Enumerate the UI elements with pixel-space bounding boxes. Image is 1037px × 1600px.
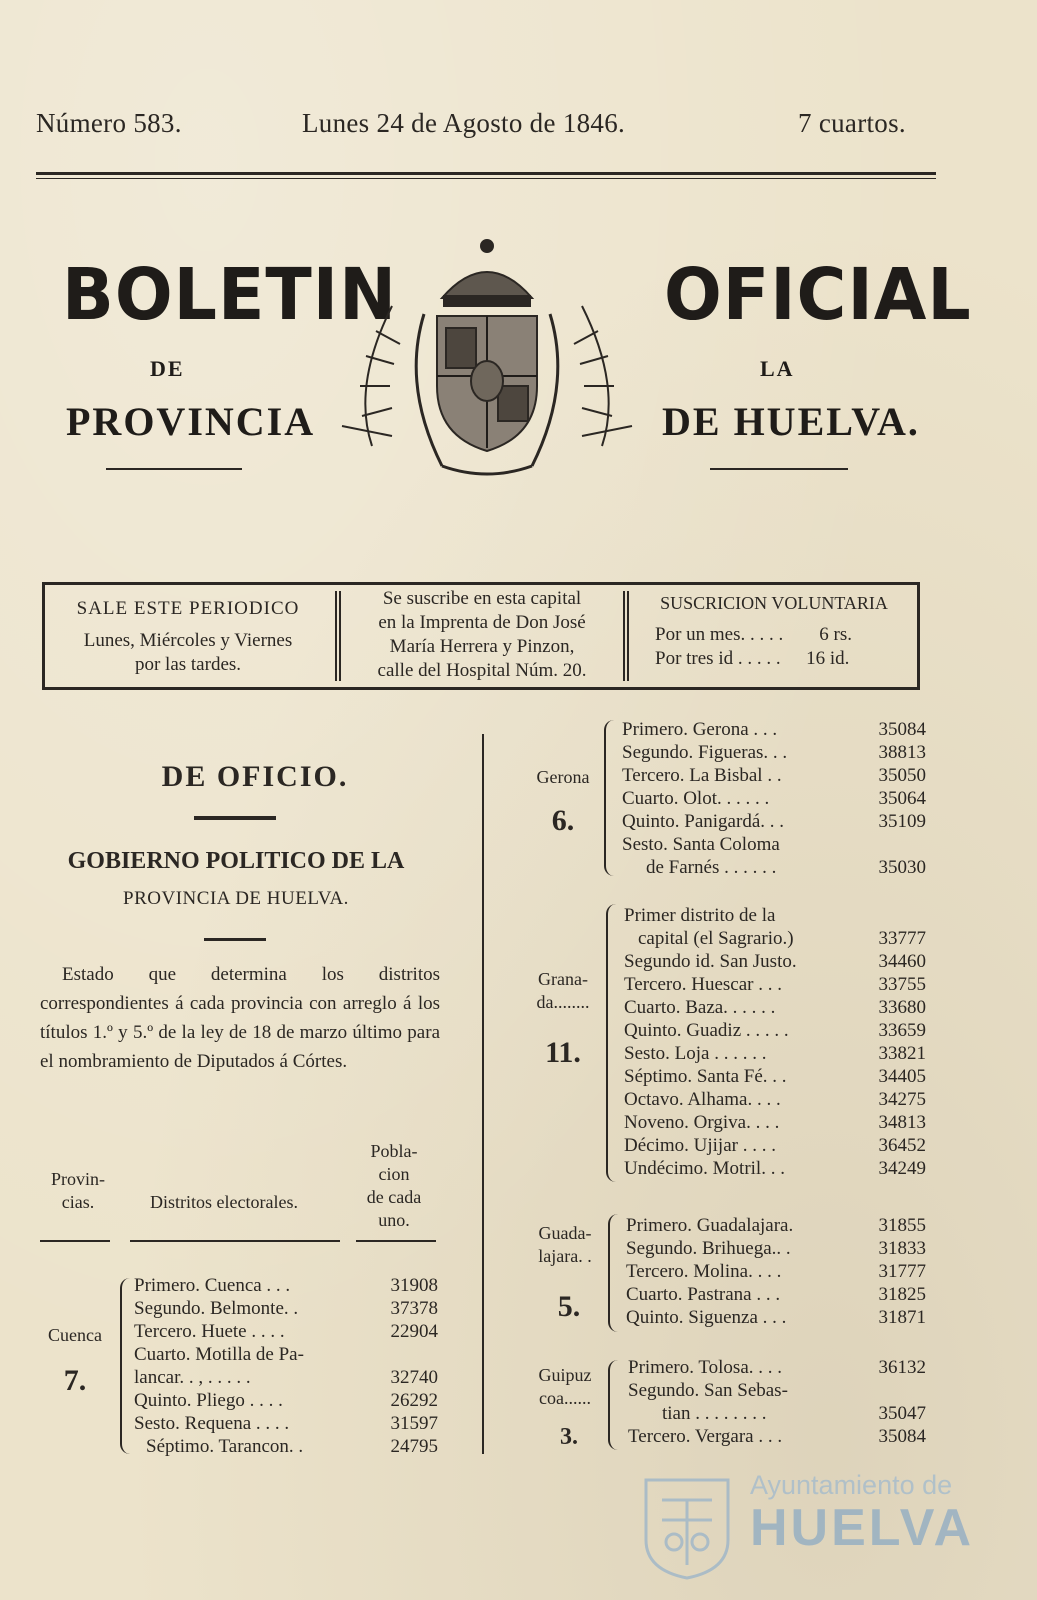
table-row (134, 1435, 438, 1458)
price-row-three-months (631, 647, 917, 671)
place-line-4: calle del Hospital Núm. 20. (377, 660, 587, 681)
header-rule-3 (356, 1240, 436, 1242)
table-row (622, 787, 926, 810)
district-name: Tercero. Huete . . . . (134, 1321, 285, 1342)
population: 31871 (878, 1307, 926, 1328)
table-row (624, 1019, 926, 1042)
province-bracket (120, 1278, 130, 1454)
population: 31855 (878, 1215, 926, 1236)
population: 31825 (878, 1284, 926, 1305)
place-line-2: en la Imprenta de Don José (378, 612, 586, 633)
column-divider (482, 734, 484, 1454)
table-row (624, 996, 926, 1019)
district-name: Sesto. Loja . . . . . . (624, 1043, 767, 1064)
top-rule-thin (36, 178, 936, 179)
table-row (622, 810, 926, 833)
district-name: Octavo. Alhama. . . . (624, 1089, 781, 1110)
province-bracket (606, 904, 616, 1182)
district-name: Tercero. Molina. . . . (626, 1261, 782, 1282)
issue-number: Número 583. (36, 108, 182, 138)
population: 31777 (878, 1261, 926, 1282)
population: 33821 (878, 1043, 926, 1064)
district-name: Primero. Tolosa. . . . (628, 1357, 783, 1378)
voluntary-title: SUSCRICION VOLUNTARIA (660, 593, 888, 613)
intro-paragraph: Estado que determina los distritos correspondientes á cada provincia con arreglo á los títulos 1.º y 5.º de la ley de 18 de marzo último para el nombramiento de Diputados á Córtes. (40, 964, 440, 1072)
publication-schedule (45, 585, 331, 687)
district-name: Cuarto. Motilla de Pa- (134, 1344, 304, 1365)
population: 31908 (390, 1275, 438, 1296)
place-line-1: Se suscribe en esta capital (382, 588, 582, 609)
district-name: Quinto. Pliego . . . . (134, 1390, 283, 1411)
masthead-de: DE (150, 356, 185, 381)
masthead-la: LA (760, 356, 795, 381)
masthead-de-huelva: DE HUELVA. (662, 399, 920, 444)
table-row (624, 904, 926, 927)
district-list-cuenca (134, 1274, 438, 1458)
district-list-guadalajara (626, 1214, 926, 1329)
table-row (134, 1366, 438, 1389)
district-list-granada (624, 904, 926, 1180)
population: 33755 (878, 974, 926, 995)
schedule-days: Lunes, Miércoles y Viernes (83, 630, 293, 651)
watermark-line-2: HUELVA (750, 1499, 975, 1557)
population: 35109 (878, 811, 926, 832)
population: 35047 (878, 1403, 926, 1424)
table-row (628, 1379, 926, 1402)
section-rule (194, 816, 276, 820)
province-bracket (608, 1360, 618, 1450)
district-name: Sesto. Santa Coloma (622, 834, 780, 855)
table-row (624, 1134, 926, 1157)
district-name: Primer distrito de la (624, 905, 776, 926)
table-row (134, 1412, 438, 1435)
population: 33777 (878, 928, 926, 949)
header-rule-1 (40, 1240, 110, 1242)
masthead-oficial: OFICIAL (664, 254, 972, 337)
table-row (628, 1402, 926, 1425)
province-name: Gerona (536, 767, 590, 787)
population: 35064 (878, 788, 926, 809)
province-name: Cuenca (48, 1325, 102, 1345)
issue-date: Lunes 24 de Agosto de 1846. (302, 108, 626, 138)
district-name: tian . . . . . . . . (662, 1403, 767, 1424)
population: 34460 (878, 951, 926, 972)
population: 24795 (390, 1436, 438, 1457)
population: 34275 (878, 1089, 926, 1110)
schedule-time: por las tardes. (134, 654, 242, 675)
table-row (626, 1306, 926, 1329)
district-name: Cuarto. Olot. . . . . . (622, 788, 770, 809)
population: 36132 (878, 1357, 926, 1378)
province-count: 7. (63, 1364, 87, 1397)
population: 31833 (878, 1238, 926, 1259)
district-list-gerona (622, 718, 926, 879)
district-name: Sesto. Requena . . . . (134, 1413, 290, 1434)
district-name: lancar. . , . . . . . (134, 1367, 251, 1388)
district-name: Segundo. Brihuega.. . (626, 1238, 791, 1259)
box-divider-1 (335, 591, 341, 681)
box-divider-2 (623, 591, 629, 681)
district-name: Undécimo. Motril. . . (624, 1158, 785, 1179)
table-row (134, 1274, 438, 1297)
population: 32740 (390, 1367, 438, 1388)
district-name: capital (el Sagrario.) (638, 928, 794, 949)
table-row (134, 1320, 438, 1343)
coat-of-arms-emblem (332, 236, 642, 486)
subtitle-rule (204, 938, 266, 941)
population: 36452 (878, 1135, 926, 1156)
province-count: 6. (551, 804, 575, 837)
place-line-3: María Herrera y Pinzon, (389, 636, 575, 657)
table-row (624, 1042, 926, 1065)
table-row (622, 764, 926, 787)
table-row (624, 973, 926, 996)
subscription-box (42, 582, 920, 690)
district-name: Séptimo. Tarancon. . (146, 1436, 304, 1457)
huelva-seal-icon (632, 1470, 742, 1580)
province-name: Guada- lajara. . (538, 1223, 592, 1266)
table-row (624, 950, 926, 973)
table-row (622, 718, 926, 741)
province-name: Grana- da........ (536, 969, 590, 1012)
district-name: Quinto. Panigardá. . . (622, 811, 785, 832)
price-label: Por un mes. . . . . (655, 624, 784, 645)
population: 26292 (390, 1390, 438, 1411)
district-name: Cuarto. Baza. . . . . . (624, 997, 776, 1018)
table-row (622, 833, 926, 856)
table-row (624, 1111, 926, 1134)
province-count: 5. (557, 1290, 581, 1323)
province-bracket (604, 720, 614, 876)
district-name: Segundo. San Sebas- (628, 1380, 788, 1401)
population: 35030 (878, 857, 926, 878)
district-name: Primero. Guadalajara. (626, 1215, 794, 1236)
right-flourish (710, 468, 848, 470)
price-value: 16 id. (806, 648, 850, 669)
district-name: Quinto. Guadiz . . . . . (624, 1020, 789, 1041)
district-name: Séptimo. Santa Fé. . . (624, 1066, 787, 1087)
population: 33680 (878, 997, 926, 1018)
left-flourish (106, 468, 242, 470)
table-row (626, 1214, 926, 1237)
district-name: Primero. Cuenca . . . (134, 1275, 291, 1296)
header-poblacion: Pobla- cion de cada uno. (366, 1141, 422, 1230)
table-row (622, 856, 926, 879)
population: 34813 (878, 1112, 926, 1133)
province-bracket (608, 1214, 618, 1332)
table-row (624, 1065, 926, 1088)
population: 37378 (390, 1298, 438, 1319)
section-title: DE OFICIO. (161, 760, 349, 793)
header-distritos: Distritos electorales. (150, 1192, 298, 1212)
table-row (626, 1260, 926, 1283)
government-subtitle: PROVINCIA DE HUELVA. (123, 888, 349, 909)
schedule-title: SALE ESTE PERIODICO (76, 598, 300, 619)
district-name: de Farnés . . . . . . (646, 857, 777, 878)
population: 35050 (878, 765, 926, 786)
table-row (134, 1343, 438, 1366)
table-row (626, 1237, 926, 1260)
district-list-guipuzcoa (628, 1356, 926, 1448)
population: 38813 (878, 742, 926, 763)
province-count: 3. (560, 1424, 578, 1450)
issue-price: 7 cuartos. (798, 108, 906, 138)
district-name: Tercero. Vergara . . . (628, 1426, 783, 1447)
population: 34249 (878, 1158, 926, 1179)
province-name: Guipuz coa...... (538, 1365, 592, 1408)
table-row (626, 1283, 926, 1306)
district-name: Segundo. Figueras. . . (622, 742, 788, 763)
watermark-line-1: Ayuntamiento de (750, 1470, 953, 1500)
issue-line (36, 108, 936, 144)
table-row (624, 1088, 926, 1111)
price-label: Por tres id . . . . . (655, 648, 781, 669)
district-name: Décimo. Ujijar . . . . (624, 1135, 776, 1156)
district-name: Tercero. La Bisbal . . (622, 765, 782, 786)
district-name: Noveno. Orgiva. . . . (624, 1112, 780, 1133)
district-name: Quinto. Siguenza . . . (626, 1307, 787, 1328)
population: 35084 (878, 1426, 926, 1447)
table-row (134, 1297, 438, 1320)
subscription-place (343, 585, 621, 687)
district-name: Tercero. Huescar . . . (624, 974, 782, 995)
population: 34405 (878, 1066, 926, 1087)
province-count: 11. (545, 1036, 581, 1069)
top-rule (36, 172, 936, 175)
voluntary-subscription (631, 585, 917, 687)
header-provincias: Provin- cias. (51, 1169, 105, 1212)
district-name: Segundo. Belmonte. . (134, 1298, 299, 1319)
table-row (628, 1356, 926, 1379)
population: 33659 (878, 1020, 926, 1041)
table-row (134, 1389, 438, 1412)
price-value: 6 rs. (819, 624, 852, 645)
population: 35084 (878, 719, 926, 740)
price-row-month (631, 623, 917, 647)
masthead-boletin: BOLETIN (62, 254, 398, 337)
table-row (628, 1425, 926, 1448)
population: 22904 (390, 1321, 438, 1342)
ayuntamiento-watermark (632, 1470, 975, 1580)
header-rule-2 (130, 1240, 340, 1242)
table-row (622, 741, 926, 764)
table-row (624, 927, 926, 950)
government-title: GOBIERNO POLITICO DE LA (67, 848, 405, 874)
district-name: Segundo id. San Justo. (624, 951, 797, 972)
district-name: Primero. Gerona . . . (622, 719, 778, 740)
district-name: Cuarto. Pastrana . . . (626, 1284, 781, 1305)
masthead-provincia: PROVINCIA (66, 399, 316, 444)
table-row (624, 1157, 926, 1180)
population: 31597 (390, 1413, 438, 1434)
